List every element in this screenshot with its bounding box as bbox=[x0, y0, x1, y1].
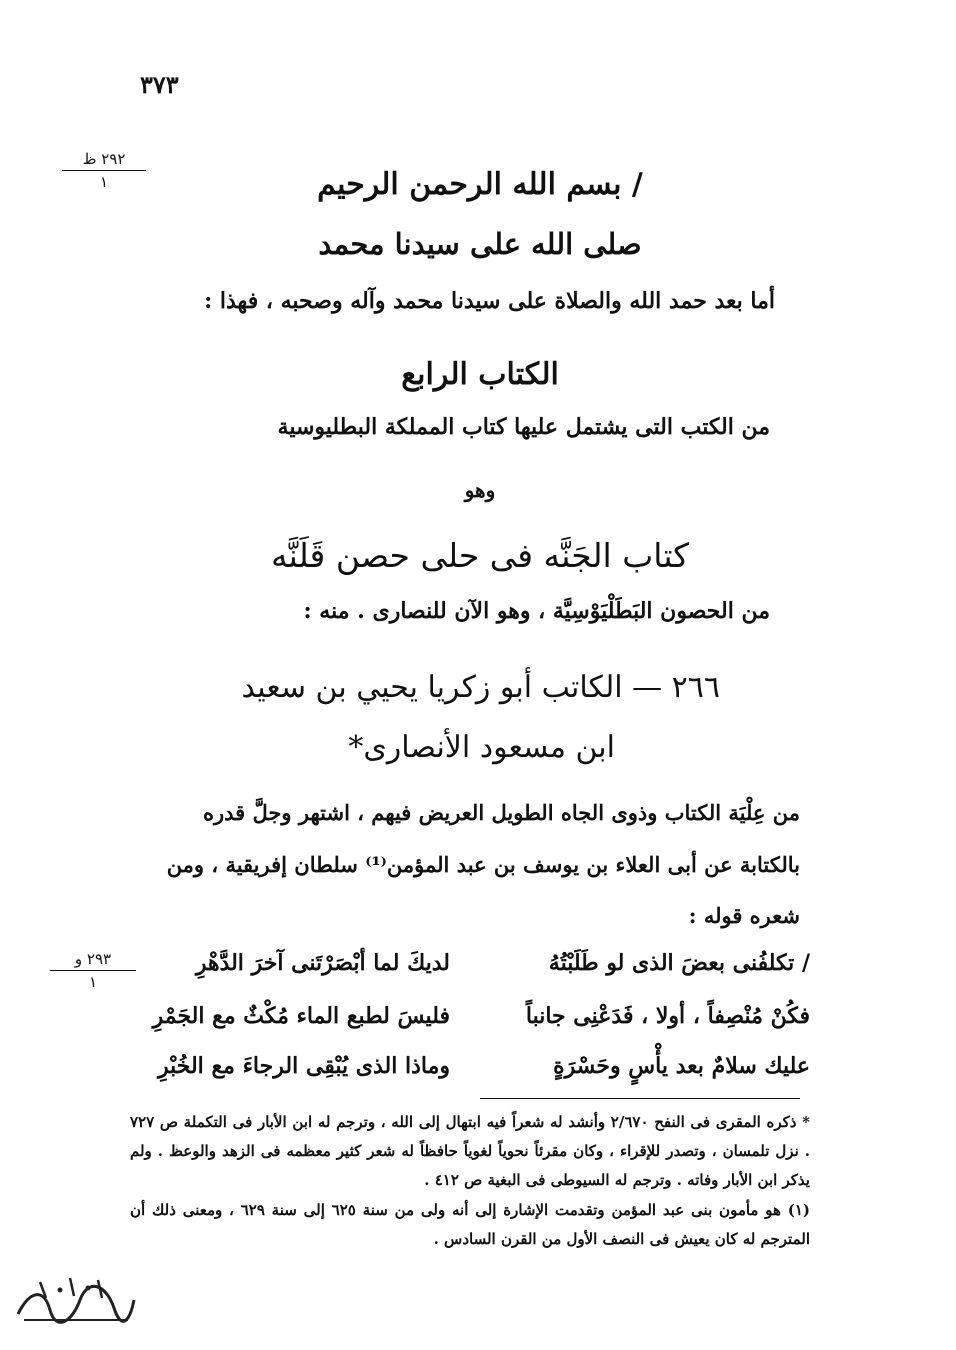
body-paragraph-line: بالكتابة عن أبى العلاء بن يوسف بن عبد المؤمن⁽¹⁾ سلطان إفريقية ، ومن bbox=[166, 852, 800, 877]
section-title: كتاب الجَنَّه فى حلى حصن قَلَنَّه bbox=[270, 536, 689, 575]
body-paragraph-line: شعره قوله : bbox=[688, 903, 800, 928]
section-subtitle: من الحصون البَطَلْيَوْسِيَّة ، وهو الآن للنصارى . منه : bbox=[303, 598, 770, 624]
verse-second-hemistich: لديكَ لما أبْصَرْتَنى آخرَ الدَّهْرِ bbox=[195, 950, 450, 976]
footnote-divider bbox=[480, 1098, 800, 1099]
margin-ref-top: ٢٩٣ و bbox=[50, 950, 136, 971]
book-subtitle: من الكتب التى يشتمل عليها كتاب المملكة البطليوسية bbox=[277, 414, 770, 440]
verse-second-hemistich: وماذا الذى يُبْقِى الرجاءَ مع الخُبْرِ bbox=[157, 1053, 450, 1079]
body-paragraph-line: من عِلْيَة الكتاب وذوى الجاه الطويل العريض فيهم ، اشتهر وجلَّ قدره bbox=[203, 800, 800, 825]
footnote-1: (١) هو مأمون بنى عبد المؤمن وتقدمت الإشارة إلى أنه ولى من سنة ٦٢٥ إلى سنة ٦٢٩ ، ومعنى ذلك أن المترجم له كان يعيش فى النصف الأول من القرن السادس . bbox=[130, 1201, 811, 1248]
connector-word: وهو bbox=[464, 478, 496, 502]
margin-folio-ref bbox=[50, 950, 136, 991]
library-seal-mark bbox=[10, 1270, 140, 1330]
margin-ref-bottom: ١ bbox=[88, 973, 98, 991]
margin-ref-bottom: ١ bbox=[99, 173, 109, 191]
intro-line: أما بعد حمد الله والصلاة على سيدنا محمد وآله وصحبه ، فهذا : bbox=[204, 288, 775, 314]
entry-title-line-2: ابن مسعود الأنصارى* bbox=[348, 730, 615, 765]
basmala-heading: / بسم الله الرحمن الرحيم bbox=[317, 167, 643, 202]
verse-first-hemistich: عليك سلامٌ بعد يأْسٍ وحَسْرَةٍ bbox=[553, 1053, 810, 1079]
page-number: ٣٧٣ bbox=[140, 70, 179, 99]
footnote-star: * ذكره المقرى فى النفح ٢/٦٧٠ وأنشد له شعراً فيه ابتهال إلى الله ، وترجم له ابن الأبار فى التكملة ص ٧٢٧ . نزل تلمسان ، وتصدر للإقراء ، وكان مقرئاً نحوياً لغوياً حافظاً له شعر كثير معظمه فى الزهد والوعظ . ولم يذكر ابن الأبار وفاته . وترجم له السيوطى فى البغية ص ٤١٢ . bbox=[130, 1113, 810, 1189]
verse-first-hemistich: فكُنْ مُنْصِفاً ، أولا ، فَدَعْنِى جانباً bbox=[525, 1003, 810, 1029]
verse-first-hemistich: / تكلفُنى بعضَ الذى لو طَلَبْتُهُ bbox=[548, 950, 810, 976]
book-title: الكتاب الرابع bbox=[401, 357, 559, 392]
margin-ref-top: ٢٩٢ ظ bbox=[62, 150, 146, 171]
verse-second-hemistich: فليسَ لطبع الماء مُكْثٌ مع الجَمْرِ bbox=[152, 1003, 450, 1029]
salla-heading: صلى الله على سيدنا محمد bbox=[318, 227, 642, 261]
entry-title-line-1: ٢٦٦ — الكاتب أبو زكريا يحيي بن سعيد bbox=[241, 670, 720, 705]
